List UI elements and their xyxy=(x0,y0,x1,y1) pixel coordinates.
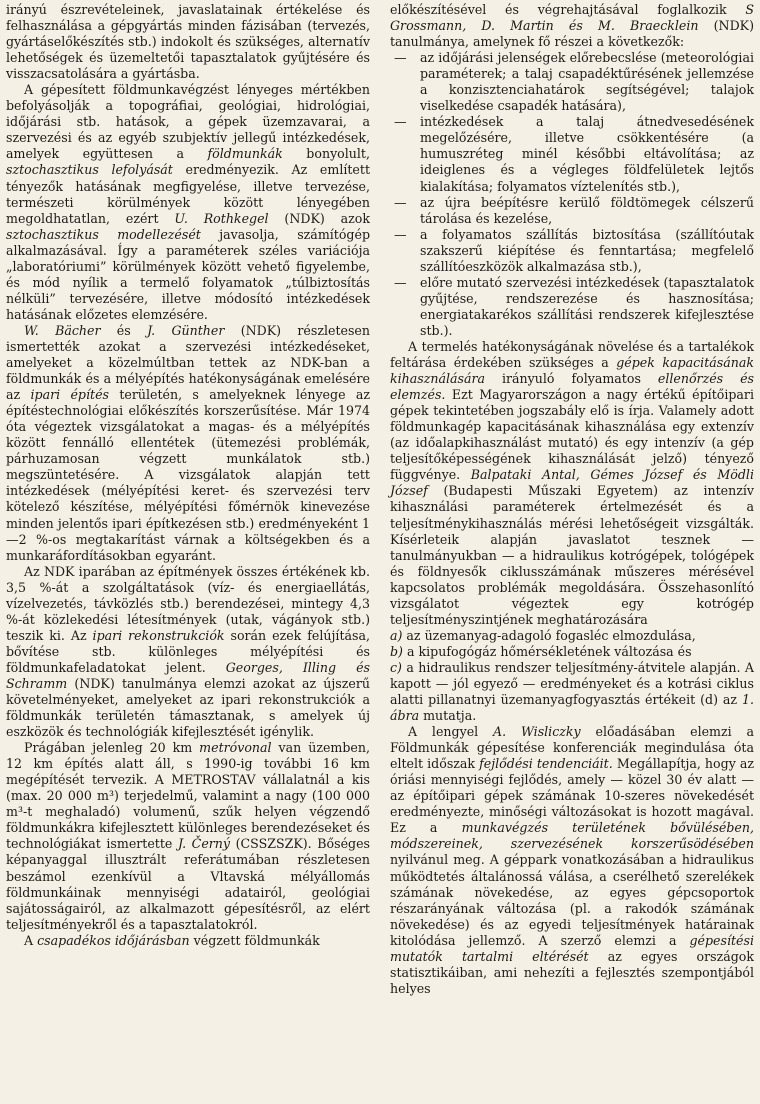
text-span: során ezek felújítása, bővítése stb. különleges mélyépítési és földmunkafeladatokat jelent. xyxy=(6,627,370,675)
list-item: — intézkedések a talaj átnedvesedésének megelőzésére, illetve csökkentésére (a humuszréteg minél későbbi eltávolítása; az ideiglenes és a végleges földfelületek lejtős kialakítása; folyamatos víztelenítés stb.), xyxy=(420,114,754,194)
author-name: S Grossmann, D. Martin és M. Braecklein xyxy=(390,2,754,34)
text-span: bonyolult, xyxy=(282,146,370,162)
text-span: előkészítésével és végrehajtásával foglalkozik xyxy=(390,2,746,17)
text-span: a hidraulikus rendszer teljesítmény-átvitele alapján. A kapott — jól egyező — eredményeket és a kotrási ciklus alatti pillanatnyi üzemanyagfogyasztás értékeit (d) az xyxy=(390,659,754,708)
italic-term: ipari építés xyxy=(30,387,109,403)
text-span: az üzemanyag-adagoló fogasléc elmozdulása, xyxy=(402,627,696,643)
italic-term: fejlődési tendenciáit. xyxy=(479,756,613,772)
text-span: A xyxy=(24,932,38,948)
italic-term: csapadékos időjárásban xyxy=(37,932,190,948)
enum-label: c) xyxy=(390,659,402,675)
italic-term: metróvonal xyxy=(199,740,272,756)
italic-term: sztochasztikus modellezését xyxy=(6,226,201,242)
enum-label: b) xyxy=(390,643,403,659)
text-span: A gépesített földmunkavégzést lényeges mértékben befolyásolják a topográfiai, geológiai, hidrológiai, időjárási stb. hatások, a gépek üzemzavarai, a szervezési és az egyéb szubjektív jellegű intézkedések, amelyek együttesen a xyxy=(6,82,370,162)
dash-list xyxy=(390,50,754,339)
text-span: (NDK) azok xyxy=(268,210,370,226)
text-span: Az NDK iparában az építmények összes értékének kb. 3,5 %-át a szolgáltatások (víz- és energiaellátás, vízelvezetés, távközlés stb.) berendezései, mintegy 4,3 %-át közlekedési létesítmények (utak, vágányok stb.) teszik ki. Az xyxy=(6,563,370,643)
author-name: J. Černý xyxy=(178,836,231,852)
text-span: végzett földmunkák xyxy=(189,932,320,948)
text-span: (NDK) részletesen ismertették azokat a szervezési intézkedéseket, amelyeket a közelmúltban tettek az NDK-ban a földmunkák és a mélyépítés hatékonyságának emelésére az xyxy=(6,322,370,403)
paragraph xyxy=(6,564,370,741)
text-span: van üzemben, 12 km építés alatt áll, s 1990-ig további 16 km megépítését tervezik. A METROSTAV vállalatnál a kis (max. 20 000 m³) terjedelmű, valamint a nagy (100 000 m³-t meghaladó) volumenű, szűk helyen végzendő földmunkákra kifejlesztett különleges berendezéseket és technológiákat ismertette xyxy=(6,740,370,852)
author-name: W. Bächer xyxy=(24,322,101,338)
text-span: előadásában elemzi a Földmunkák gépesítése konferenciák megindulása óta eltelt időszak xyxy=(390,724,754,772)
paragraph: irányú észrevételeinek, javaslatainak értékelése és felhasználása a gépgyártás minden fázisában (tervezés, gyártáselőkészítés stb.) indokolt és szükséges, alternatív lehetőségek és üzemeltetői tapasztalatok gyűjtésére és visszacsatolására a gyártásba. xyxy=(6,2,370,82)
italic-term: ellenőrzés és elemzés. xyxy=(390,371,754,403)
text-span: a kipufogógáz hőmérsékletének változása és xyxy=(402,643,692,659)
paragraph xyxy=(6,933,370,949)
text-span: területén, s amelyeknek lényege az építéstechnológiai előkészítés korszerűsítése. Már 1974 óta végeztek vizsgálatokat a magas- és a mélyépítés között fennálló ellentétek (ütemezési problémák, párhuzamosan végzett munkálatok stb.) megszüntetésére. A vizsgálatok alapján tett intézkedések (mélyépítési keret- és szervezési terv kötelező készítése, mélyépítési főmérnök kinevezése minden jelentős ipari építkezésen stb.) eredményeként 1—2 %-os megtakarítást várnak a költségekben és a munkaráfordításokban egyaránt. xyxy=(6,387,370,563)
paragraph xyxy=(390,339,754,628)
right-column xyxy=(390,2,754,1104)
text-span: és xyxy=(100,322,148,338)
italic-term: gépek kapacitásának kihasználására xyxy=(390,355,754,387)
paragraph xyxy=(6,82,370,323)
text-span: eredményezik. Az említett tényezők hatásának megfigyelése, illetve tervezése, természeti körülmények között lényegében megoldhatatlan, ezért xyxy=(6,162,371,226)
text-span: az egyes országok statisztikáiban, ami nehezíti a fejlesztés szempontjából helyes xyxy=(390,948,754,996)
paragraph xyxy=(390,628,754,724)
text-span: (CSSZSZK). Bőséges képanyaggal illusztrált referátumában részletesen beszámol ezenkívül a Vltavská mélyállomás földmunkáinak mennyiségi adatairól, geológiai sajátosságairól, az alkalmazott gépesítésről, az elért teljesítményekről és a tapasztalatokról. xyxy=(6,836,370,932)
text-span: javasolja, számítógép alkalmazásával. Így a paraméterek széles variációja „laboratóriumi” körülmények között vehető figyelembe, és mód nyílik a termelő folyamatok „túlbiztosítás nélküli” tervezésére, illetve módosító intézkedések hatásának előzetes elemzésére. xyxy=(6,226,371,322)
italic-term: sztochasztikus lefolyását xyxy=(6,162,173,178)
text-span: A termelés hatékonyságának növelése és a tartalékok feltárása érdekében szükséges a xyxy=(390,338,754,371)
list-item: — a folyamatos szállítás biztosítása (szállítóutak szakszerű kiépítése és fenntartása; megfelelő szállítóeszközök alkalmazása stb.), xyxy=(420,227,754,275)
text-span: Prágában jelenleg 20 km xyxy=(24,740,200,756)
text-span: A lengyel xyxy=(408,724,494,740)
list-item: — az újra beépítésre kerülő földtömegek célszerű tárolása és kezelése, xyxy=(420,195,754,227)
list-item: — előre mutató szervezési intézkedések (tapasztalatok gyűjtése, rendszerezése és hasznosítása; energiatakarékos szállítási rendszerek kifejlesztése stb.). xyxy=(420,275,754,339)
paragraph xyxy=(390,724,754,997)
text-span: Megállapítja, hogy az óriási mennyiségi fejlődés, amely — közel 30 év alatt — az építőipari gépek számának 10-szeres növekedését eredményezte, minőségi változásokat is hozott magával. Ez a xyxy=(390,756,755,836)
text-span: (NDK) tanulmánya elemzi azokat az újszerű követelményeket, amelyeket az ipari rekonstrukciók a földmunkák területén támasztanak, s amelyek új eszközök és technológiák kifejlesztését igénylik. xyxy=(6,675,370,740)
author-name: J. Günther xyxy=(147,322,225,338)
author-name: A. Wisliczky xyxy=(493,724,581,740)
italic-term: gépesítési mutatók tartalmi eltérését xyxy=(390,932,754,964)
author-name: Georges, Illing és Schramm xyxy=(6,659,370,691)
italic-term: ipari rekonstrukciók xyxy=(92,627,225,643)
figure-reference: 1. ábra xyxy=(390,692,754,724)
text-span: (NDK) tanulmánya, amelynek fő részei a következők: xyxy=(390,18,754,50)
paragraph xyxy=(390,2,754,50)
text-span: nyilvánul meg. A géppark vonatkozásában a hidraulikus működtetés általánossá válása, a cserélhető szerelékek számának növekedése, az egyes gépcsoportok részarányának változása (pl. a rakodók számának növekedése) és az egyedi teljesítmények határainak kitolódása jellemző. A szerző elemzi a xyxy=(390,852,754,948)
text-span: Ezt Magyarországon a nagy értékű építőipari gépek tekintetében jogszabály elő is írja. Valamely adott földmunkagép kapacitásának kihasználása egy extenzív (az időalapkihasználást mutató) és egy intenzív (a gép teljesítőképességének kihasználását jelző) tényező függvénye. xyxy=(390,387,754,483)
author-name: Balpataki Antal, Gémes József és Mödli József xyxy=(390,467,754,499)
text-span: (Budapesti Műszaki Egyetem) az intenzív kihasználási paraméterek értelmezését és a teljesítménykihasználás mérési lehetőségeit vizsgálták. Kísérleteik alapján javaslatot tesznek — tanulmányukban — a hidraulikus kotrógépek, tológépek és földnyesők ciklusszámának műszeres mérésével kapcsolatos problémák megoldására. Összehasonlító vizsgálatot végeztek egy kotrógép teljesítményszintjének meghatározására xyxy=(390,483,754,627)
text-span: irányuló folyamatos xyxy=(485,371,658,387)
italic-term: munkavégzés területének bővülésében, módszereinek, szervezésének korszerűsödésében xyxy=(390,820,754,852)
italic-term: földmunkák xyxy=(207,146,283,162)
author-name: U. Rothkegel xyxy=(174,210,269,226)
enum-label: a) xyxy=(390,627,403,643)
paragraph xyxy=(6,323,370,564)
left-column xyxy=(6,2,370,1104)
paragraph xyxy=(6,740,370,933)
list-item: — az időjárási jelenségek előrebecslése (meteorológiai paraméterek; a talaj csapadéktűrésének jellemzése a konzisztenciahatárok segítségével; talajok viselkedése csapadék hatására), xyxy=(420,50,754,114)
text-span: mutatja. xyxy=(419,708,477,724)
